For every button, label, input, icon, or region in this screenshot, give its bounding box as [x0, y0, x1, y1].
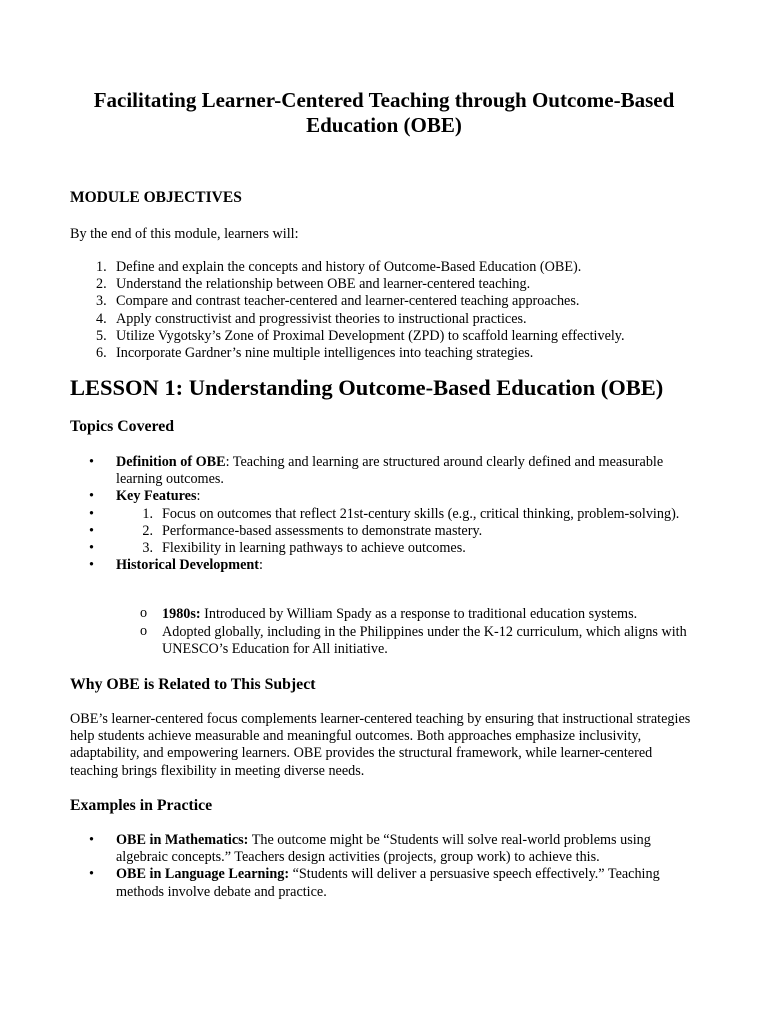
- list-item: • Historical Development:: [70, 557, 700, 574]
- objective-item: 3. Compare and contrast teacher-centered and learner-centered teaching approaches.: [96, 293, 580, 310]
- key-features-list: [70, 506, 700, 558]
- list-item: • OBE in Mathematics: The outcome might be “Students will solve real-world problems using algebraic concepts.” Teachers design activities (projects, group work) to achieve this.: [70, 832, 700, 866]
- history-item: o Adopted globally, including in the Philippines under the K-12 curriculum, which aligns with UNESCO’s Education for All initiative.: [70, 624, 700, 658]
- list-item: • OBE in Language Learning: “Students will deliver a persuasive speech effectively.” Teaching methods involve debate and practice.: [70, 866, 700, 900]
- feature-item: • 3. Flexibility in learning pathways to achieve outcomes.: [70, 540, 700, 557]
- objectives-intro: By the end of this module, learners will:: [70, 226, 299, 242]
- topics-covered-heading: Topics Covered: [70, 418, 175, 435]
- key-features-label: Key Features: [116, 488, 197, 505]
- list-item: • Key Features:: [70, 488, 700, 505]
- list-item: • Definition of OBE: Teaching and learning are structured around clearly defined and measurable learning outcomes.: [70, 454, 700, 488]
- document-title: Facilitating Learner-Centered Teaching through Outcome-Based Education (OBE): [93, 88, 675, 137]
- objectives-list: [70, 259, 730, 362]
- historical-development-label: Historical Development: [116, 557, 260, 574]
- definition-label: Definition of OBE: [116, 454, 226, 470]
- examples-heading: Examples in Practice: [70, 797, 213, 814]
- why-obe-paragraph: OBE’s learner-centered focus complements learner-centered teaching by ensuring that instructional strategies help students achieve measurable and meaningful outcomes. Both approaches emphasize inclusivity, adaptability, and empowering learners. OBE provides the structural framework, while learner-centered teaching brings flexibility in meeting diverse needs.: [70, 711, 691, 779]
- topics-list: [70, 454, 700, 574]
- history-list: [70, 606, 700, 659]
- history-item: o 1980s: Introduced by William Spady as a response to traditional education systems.: [70, 606, 700, 623]
- objective-item: 4. Apply constructivist and progressivist theories to instructional practices.: [96, 310, 527, 327]
- lesson-1-heading: LESSON 1: Understanding Outcome-Based Education (OBE): [70, 375, 664, 400]
- feature-item: • 2. Performance-based assessments to demonstrate mastery.: [70, 523, 700, 540]
- feature-item: • 1. Focus on outcomes that reflect 21st-century skills (e.g., critical thinking, problem-solving).: [70, 506, 700, 523]
- module-objectives-heading: MODULE OBJECTIVES: [70, 189, 242, 206]
- objective-item: 1. Define and explain the concepts and history of Outcome-Based Education (OBE).: [96, 259, 582, 275]
- objective-item: 5. Utilize Vygotsky’s Zone of Proximal Development (ZPD) to scaffold learning effectively.: [96, 327, 625, 344]
- examples-list: [70, 832, 700, 901]
- objective-item: 2. Understand the relationship between OBE and learner-centered teaching.: [96, 276, 531, 293]
- why-obe-heading: Why OBE is Related to This Subject: [70, 676, 316, 693]
- objective-item: 6. Incorporate Gardner’s nine multiple intelligences into teaching strategies.: [96, 345, 534, 362]
